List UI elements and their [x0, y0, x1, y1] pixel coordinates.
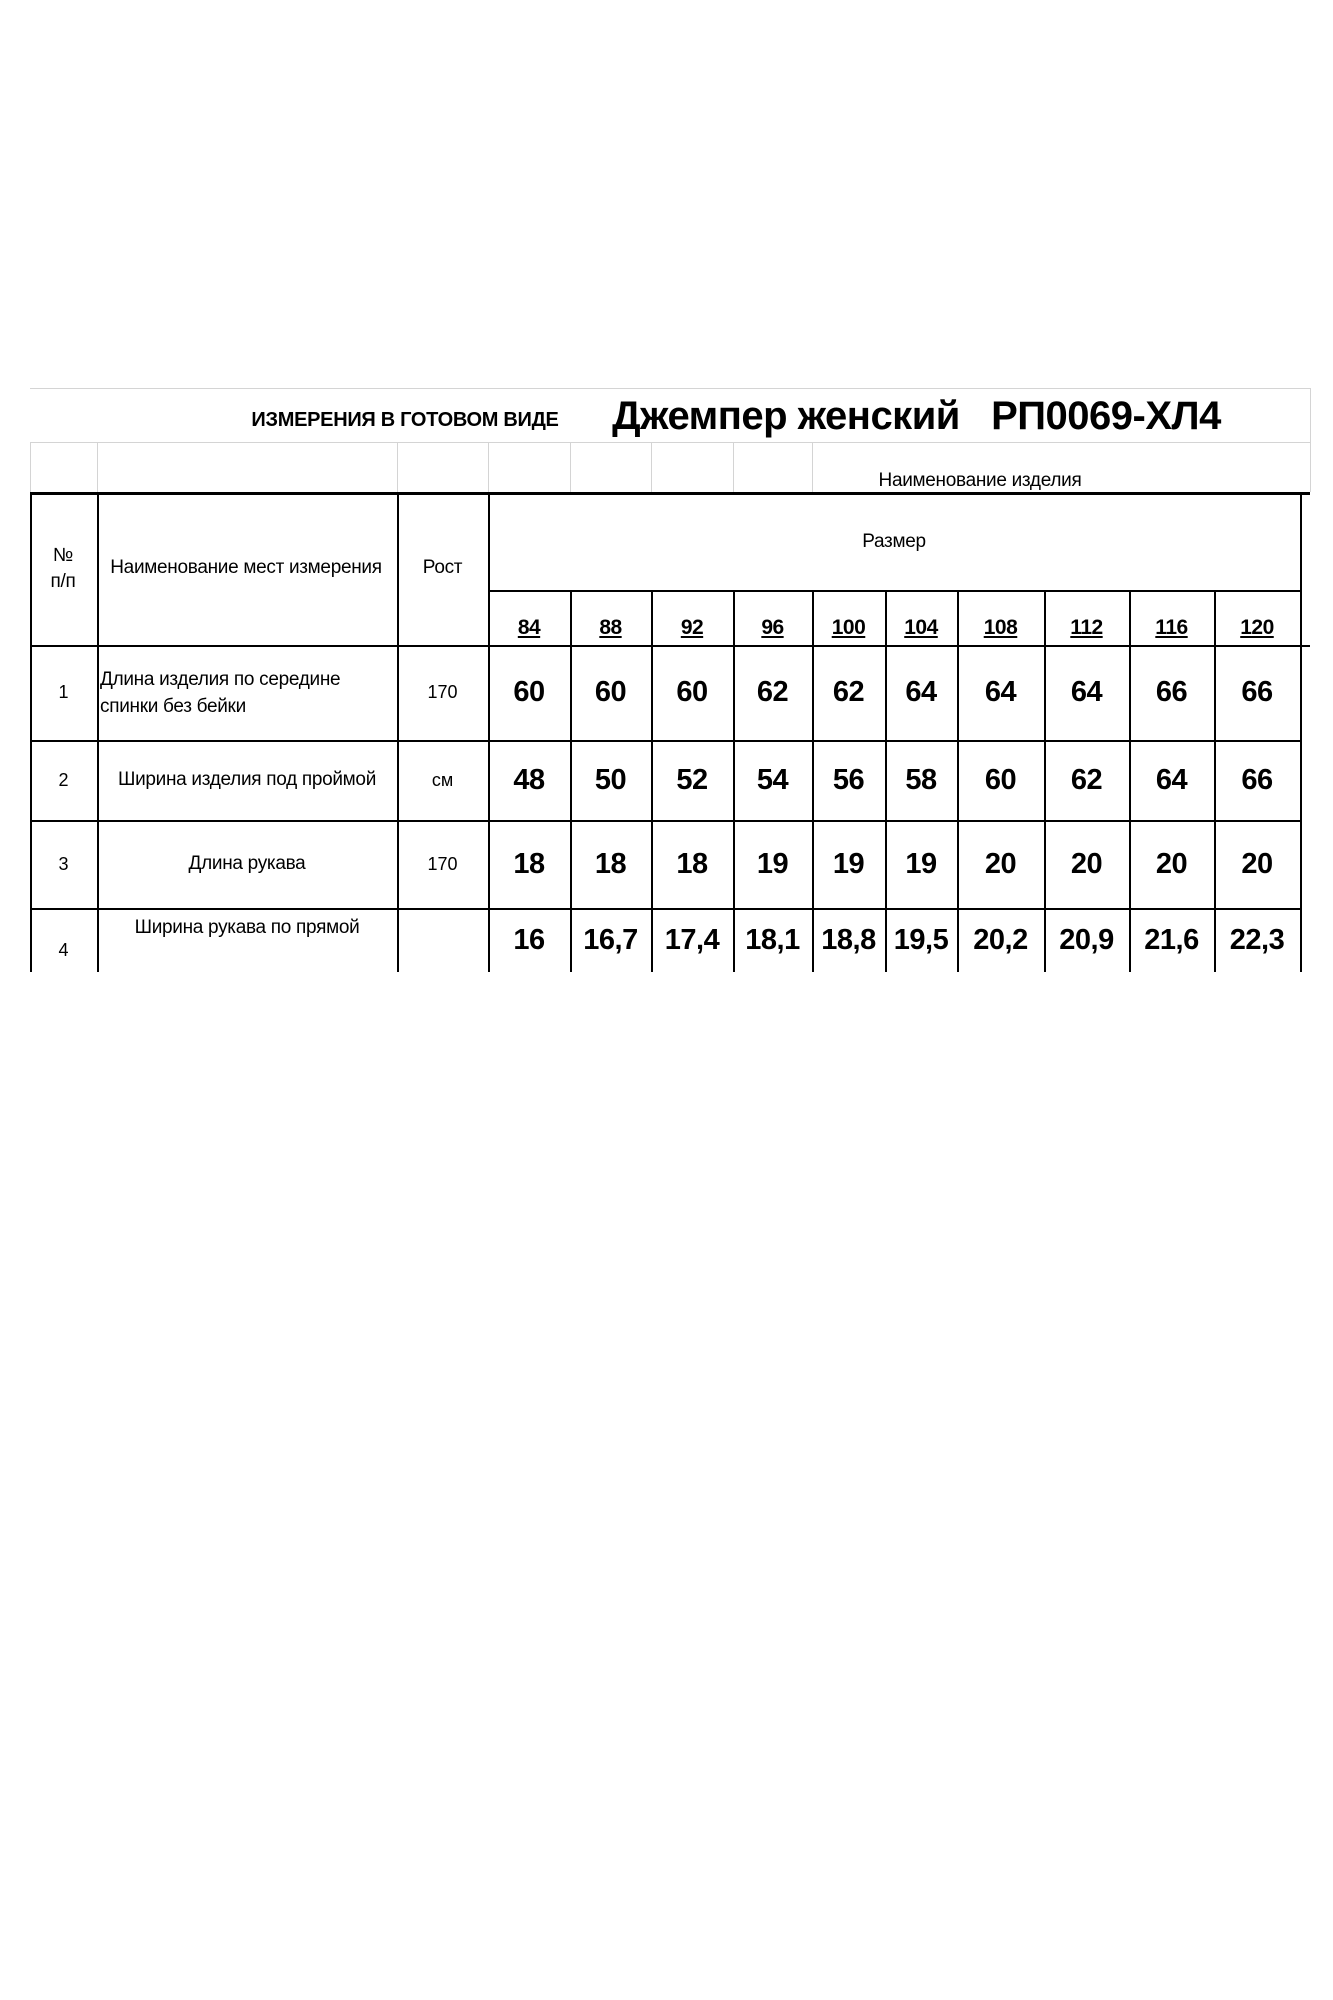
row-value-size-100: 19: [832, 847, 865, 880]
row-value-size-108: 20,2: [973, 923, 1028, 956]
gridline-light: [30, 442, 31, 492]
row-value-size-100: 62: [832, 676, 865, 708]
gridline-light: [570, 442, 571, 492]
row-value-size-88: 50: [594, 763, 627, 796]
size-header-120: 120: [1240, 616, 1274, 639]
row-value-size-84: 18: [513, 847, 545, 880]
row-value-size-120: 66: [1241, 763, 1273, 796]
row-value-size-96: 19: [756, 847, 789, 880]
size-header-100: 100: [831, 616, 866, 639]
gridline-light: [488, 442, 489, 492]
row-value-size-104: 19: [905, 847, 937, 880]
gridline-light: [30, 388, 1310, 389]
row-measure-name: Ширина рукава по прямой: [134, 917, 360, 938]
product-title: Джемпер женский: [612, 393, 960, 438]
grid-line: [488, 590, 1300, 592]
row-value-size-104: 64: [905, 676, 937, 708]
col-header-height: Рост: [422, 557, 463, 578]
row-value-size-112: 64: [1070, 676, 1103, 708]
row-measure-name: Длина изделия по середине спинки без бейки: [100, 668, 341, 717]
gridline-light: [812, 442, 813, 492]
row-value-size-104: 58: [905, 763, 937, 796]
row-value-size-100: 56: [832, 763, 865, 796]
row-value-size-120: 22,3: [1229, 923, 1285, 956]
row-value-size-120: 20: [1241, 847, 1273, 880]
row-value-size-88: 18: [594, 847, 627, 880]
gridline-light: [651, 442, 652, 492]
size-header-84: 84: [517, 616, 541, 639]
row-value-size-92: 18: [676, 847, 708, 880]
gridline-light: [733, 442, 734, 492]
row-value-size-84: 16: [513, 923, 545, 956]
row-value-size-116: 66: [1155, 676, 1188, 708]
row-value-size-96: 54: [756, 763, 789, 796]
gridline-light: [397, 442, 398, 492]
product-code: РП0069-ХЛ4: [991, 393, 1221, 438]
row-value-size-96: 18,1: [745, 923, 800, 956]
row-number: 2: [58, 769, 69, 790]
row-value-size-108: 64: [984, 676, 1017, 708]
row-value-size-100: 18,8: [821, 923, 876, 956]
size-header-92: 92: [680, 616, 704, 639]
row-value-size-84: 48: [513, 763, 545, 796]
row-number: 1: [58, 682, 69, 702]
row-value-size-112: 62: [1070, 763, 1103, 796]
row-number: 4: [58, 939, 69, 960]
row-number: 3: [58, 853, 69, 874]
col-header-size: Размер: [862, 531, 926, 552]
row-measure-name: Длина рукава: [188, 853, 306, 874]
row-value-size-108: 60: [984, 763, 1017, 796]
sheet-caption: ИЗМЕРЕНИЯ В ГОТОВОМ ВИДЕ: [251, 408, 559, 431]
product-name-label: Наименование изделия: [878, 470, 1082, 491]
row-height: 170: [427, 682, 458, 702]
row-value-size-88: 16,7: [583, 923, 638, 956]
row-value-size-92: 17,4: [664, 923, 720, 956]
size-header-96: 96: [761, 616, 784, 639]
gridline-light: [30, 442, 1310, 443]
row-value-size-92: 60: [676, 676, 708, 708]
grid-line: [1300, 494, 1302, 972]
grid-line: [30, 492, 1310, 495]
size-header-88: 88: [599, 616, 622, 639]
row-height: 170: [427, 853, 458, 874]
col-header-number: № п/п: [50, 545, 76, 592]
row-value-size-116: 64: [1155, 763, 1188, 796]
size-header-108: 108: [983, 616, 1018, 639]
row-height: см: [431, 769, 454, 790]
row-value-size-104: 19,5: [893, 923, 949, 956]
gridline-light: [1310, 388, 1311, 492]
row-value-size-116: 21,6: [1144, 923, 1199, 956]
row-value-size-112: 20: [1070, 847, 1103, 880]
row-height: [397, 908, 488, 972]
row-value-size-116: 20: [1155, 847, 1188, 880]
row-value-size-84: 60: [513, 676, 545, 708]
row-value-size-96: 62: [756, 676, 789, 708]
row-value-size-120: 66: [1241, 676, 1273, 708]
row-value-size-92: 52: [676, 763, 708, 796]
row-value-size-88: 60: [594, 676, 627, 708]
size-header-112: 112: [1070, 616, 1103, 639]
row-value-size-112: 20,9: [1059, 923, 1114, 956]
size-header-104: 104: [904, 616, 938, 639]
col-header-measure: Наименование мест измерения: [110, 557, 382, 578]
gridline-light: [97, 442, 98, 492]
size-header-116: 116: [1155, 616, 1188, 639]
row-measure-name: Ширина изделия под проймой: [117, 769, 377, 790]
row-value-size-108: 20: [984, 847, 1017, 880]
